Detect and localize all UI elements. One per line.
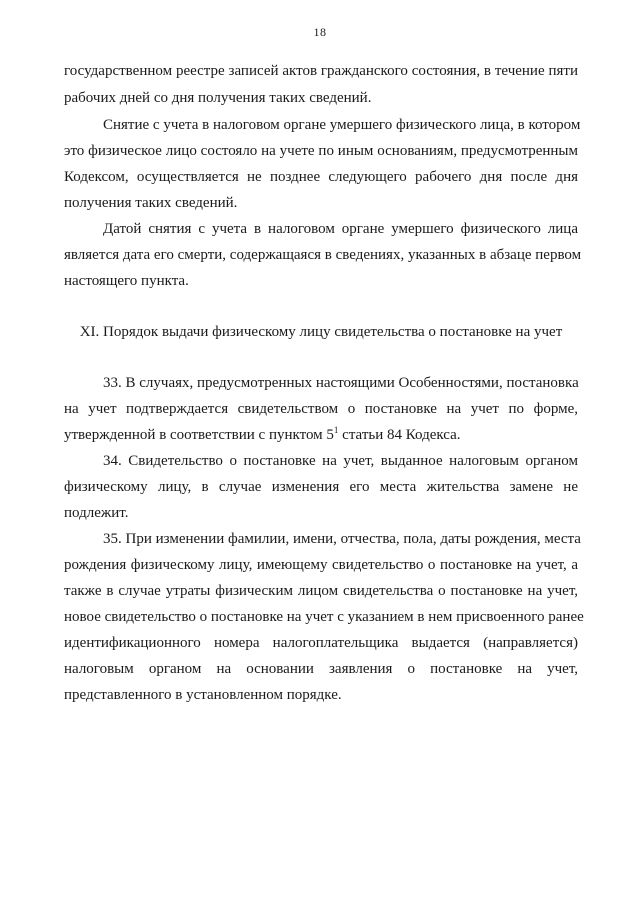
text-line: является дата его смерти, содержащаяся в сведениях, указанных в абзаце первом [64, 247, 582, 263]
text-line: новое свидетельство о постановке на учет с указанием в нем присвоенного ранее [64, 609, 584, 625]
text-line: на учет подтверждается свидетельством о постановке на учет по форме, [64, 401, 578, 417]
text-segment: статьи 84 Кодекса. [338, 427, 461, 443]
superscript: 1 [333, 425, 339, 435]
text-segment: утвержденной в соответствии с пунктом 5 [64, 427, 334, 443]
text-line: рождения физическому лицу, имеющему свидетельство о постановке на учет, а [64, 557, 578, 573]
text-line: Датой снятия с учета в налоговом органе умершего физического лица [103, 221, 578, 237]
text-line: 35. При изменении фамилии, имени, отчества, пола, даты рождения, места [103, 531, 581, 547]
text-line: рабочих дней со дня получения таких сведений. [64, 90, 372, 106]
text-line: это физическое лицо состояло на учете по иным основаниям, предусмотренным [64, 143, 578, 159]
page-number: 18 [313, 25, 327, 39]
section-heading: XI. Порядок выдачи физическому лицу свидетельства о постановке на учет [79, 324, 563, 340]
text-line: настоящего пункта. [64, 273, 189, 289]
text-line: также в случае утраты физическим лицом свидетельства о постановке на учет, [64, 583, 578, 599]
text-line: 33. В случаях, предусмотренных настоящими Особенностями, постановка [103, 375, 579, 391]
text-line: физическому лицу, в случае изменения его места жительства замене не [64, 479, 578, 495]
text-line: налоговым органом на основании заявления о постановке на учет, [64, 661, 578, 677]
text-line: Снятие с учета в налоговом органе умершего физического лица, в котором [103, 117, 581, 133]
text-line: Кодексом, осуществляется не позднее следующего рабочего дня после дня [64, 169, 578, 185]
text-line: 34. Свидетельство о постановке на учет, выданное налоговым органом [103, 453, 578, 469]
text-line: подлежит. [64, 505, 129, 521]
text-line [64, 425, 578, 445]
text-line: идентификационного номера налогоплательщика выдается (направляется) [64, 635, 578, 651]
text-line: представленного в установленном порядке. [64, 687, 342, 703]
text-line: государственном реестре записей актов гражданского состояния, в течение пяти [64, 63, 578, 79]
text-line: получения таких сведений. [64, 195, 238, 211]
